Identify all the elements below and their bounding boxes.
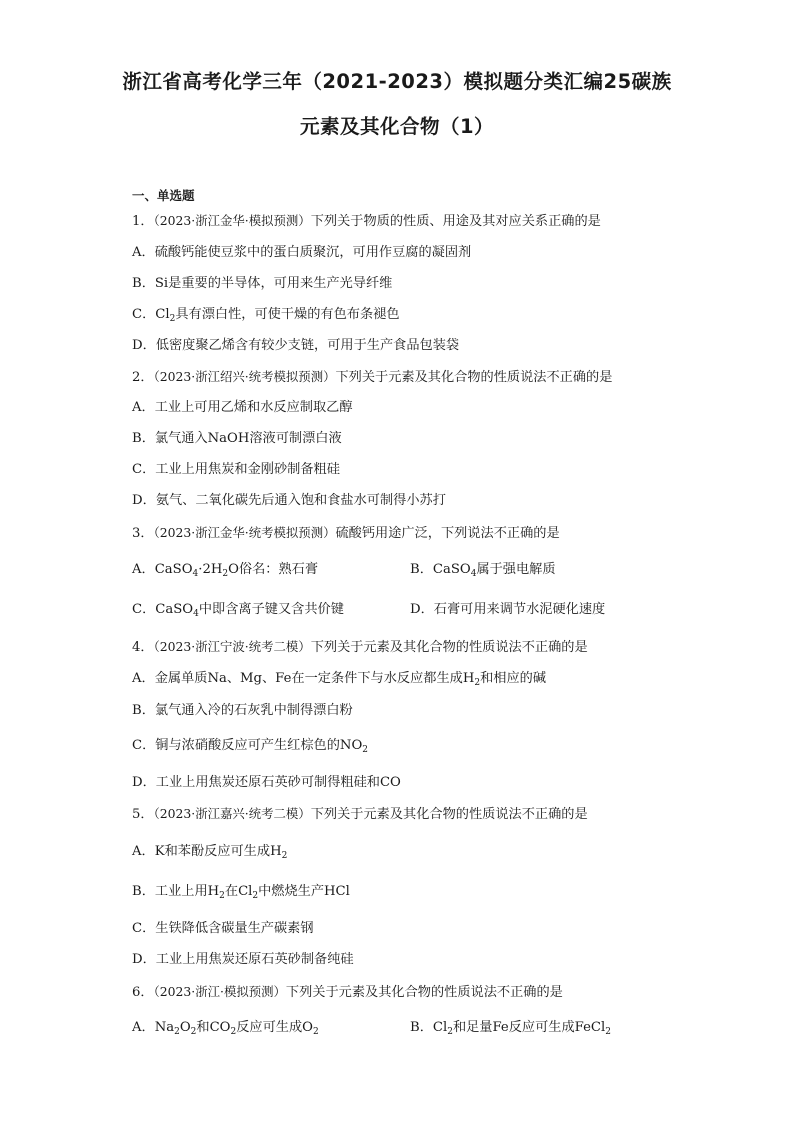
subscript: 4 (470, 569, 477, 579)
question-5-option-a (132, 843, 287, 861)
subscript: 4 (193, 609, 199, 619)
question-source: （2023·浙江宁波·统考二模） (153, 639, 311, 654)
question-number: 6． (132, 985, 154, 1000)
formula: H (270, 844, 282, 859)
question-number: 1． (132, 214, 154, 229)
subscript: 2 (474, 678, 481, 688)
question-number: 5． (132, 807, 154, 822)
question-4-stem (132, 638, 588, 657)
subscript: 2 (362, 745, 368, 755)
formula: O (228, 562, 239, 577)
question-3-option-a (132, 561, 318, 579)
formula: Cl (238, 884, 253, 899)
question-2-stem (132, 368, 612, 387)
question-5-option-b (132, 883, 350, 901)
formula: NO (339, 738, 363, 753)
question-5-option-c: C．生铁降低含碳量生产碳素钢 (132, 921, 314, 936)
option-text: 具有漂白性，可使干燥的有色布条褪色 (175, 307, 400, 322)
subscript: 2 (190, 1027, 197, 1037)
option-label: B． (410, 562, 433, 577)
question-source: （2023·浙江绍兴·统考模拟预测） (153, 369, 336, 384)
question-4-option-a (132, 670, 546, 688)
question-source: （2023·浙江金华·统考模拟预测） (153, 525, 336, 540)
formula: O (302, 1020, 313, 1035)
question-4-option-c (132, 737, 368, 755)
subscript: 2 (222, 569, 229, 579)
subscript: 2 (169, 314, 176, 324)
question-text: 下列关于元素及其化合物的性质说法不正确的是 (310, 640, 588, 655)
formula: H (462, 671, 475, 686)
formula: ·2H (198, 562, 223, 577)
formula: CaSO (155, 602, 194, 617)
question-6-stem (132, 983, 563, 1002)
document-title-line-2: 元素及其化合物（1） (299, 115, 495, 138)
question-3-option-c (132, 601, 344, 619)
subscript: 2 (230, 1027, 237, 1037)
question-number: 3． (132, 526, 154, 541)
question-6-option-b (410, 1019, 611, 1037)
formula: CaSO (432, 562, 471, 577)
question-1-option-d: D．低密度聚乙烯含有较少支链，可用于生产食品包装袋 (132, 338, 460, 353)
question-2-option-a: A．工业上可用乙烯和水反应制取乙醇 (132, 400, 353, 415)
question-1-option-c (132, 306, 400, 324)
question-text: 下列关于元素及其化合物的性质说法不正确的是 (285, 985, 563, 1000)
question-text: 下列关于元素及其化合物的性质说法不正确的是 (335, 370, 613, 385)
question-5-stem (132, 805, 588, 824)
question-3-option-d: D．石膏可用来调节水泥硬化速度 (410, 602, 606, 617)
question-text: 下列关于元素及其化合物的性质说法不正确的是 (310, 807, 588, 822)
option-text: 和相应的碱 (480, 671, 547, 686)
option-text: A．金属单质Na、Mg、Fe在一定条件下与水反应都生成 (132, 671, 463, 686)
option-text: 属于强电解质 (476, 562, 556, 577)
option-text: C．Cl (132, 307, 170, 322)
formula: O (179, 1020, 191, 1035)
subscript: 2 (605, 1027, 611, 1037)
question-source: （2023·浙江嘉兴·统考二模） (153, 806, 311, 821)
question-number: 4． (132, 640, 154, 655)
question-1-stem (132, 212, 601, 231)
question-text: 硫酸钙用途广泛，下列说法不正确的是 (335, 526, 560, 541)
option-label: A． (132, 1020, 155, 1035)
subscript: 4 (192, 569, 199, 579)
option-text: 中燃烧生产HCl (258, 884, 350, 899)
option-label: C． (132, 602, 156, 617)
option-text: 和足量Fe反应可生成 (452, 1020, 575, 1035)
section-heading: 一、单选题 (132, 188, 195, 203)
subscript: 2 (447, 1027, 453, 1037)
question-3-option-b (410, 561, 556, 579)
question-source: （2023·浙江金华·模拟预测） (153, 213, 311, 228)
subscript: 2 (281, 851, 288, 861)
option-text: B．工业上用 (132, 884, 208, 899)
question-2-option-c: C．工业上用焦炭和金刚砂制备粗硅 (132, 462, 340, 477)
subscript: 2 (312, 1027, 319, 1037)
formula: Cl (432, 1020, 448, 1035)
question-2-option-d: D．氨气、二氧化碳先后通入饱和食盐水可制得小苏打 (132, 493, 446, 508)
option-text: 反应可生成 (236, 1020, 303, 1035)
question-5-option-d: D．工业上用焦炭还原石英砂制备纯硅 (132, 952, 354, 967)
option-text: 俗名：熟石膏 (238, 562, 319, 577)
option-text: A．K和苯酚反应可生成 (132, 844, 271, 859)
option-text: C．铜与浓硝酸反应可产生红棕色的 (132, 738, 340, 753)
question-6-option-a (132, 1019, 319, 1037)
subscript: 2 (252, 891, 259, 901)
question-4-option-d: D．工业上用焦炭还原石英砂可制得粗硅和CO (132, 775, 401, 790)
question-number: 2． (132, 370, 154, 385)
question-2-option-b: B．氯气通入NaOH溶液可制漂白液 (132, 431, 342, 446)
subscript: 2 (219, 891, 225, 901)
option-text: 和CO (196, 1020, 231, 1035)
question-text: 下列关于物质的性质、用途及其对应关系正确的是 (310, 214, 601, 229)
option-label: B． (410, 1020, 433, 1035)
formula: H (207, 884, 220, 899)
question-source: （2023·浙江·模拟预测） (153, 984, 286, 999)
option-label: A． (132, 562, 155, 577)
subscript: 2 (174, 1027, 180, 1037)
option-text: 中即含离子键又含共价键 (198, 602, 344, 617)
formula: CaSO (154, 562, 193, 577)
option-text: 在 (224, 884, 239, 899)
document-title-line-1: 浙江省高考化学三年（2021-2023）模拟题分类汇编25碳族 (122, 70, 672, 93)
question-4-option-b: B．氯气通入冷的石灰乳中制得漂白粉 (132, 703, 353, 718)
formula: FeCl (574, 1020, 606, 1035)
question-3-stem (132, 524, 560, 543)
formula: Na (154, 1020, 175, 1035)
question-1-option-b: B．Si是重要的半导体，可用来生产光导纤维 (132, 276, 393, 291)
question-1-option-a: A．硫酸钙能使豆浆中的蛋白质聚沉，可用作豆腐的凝固剂 (132, 245, 472, 260)
